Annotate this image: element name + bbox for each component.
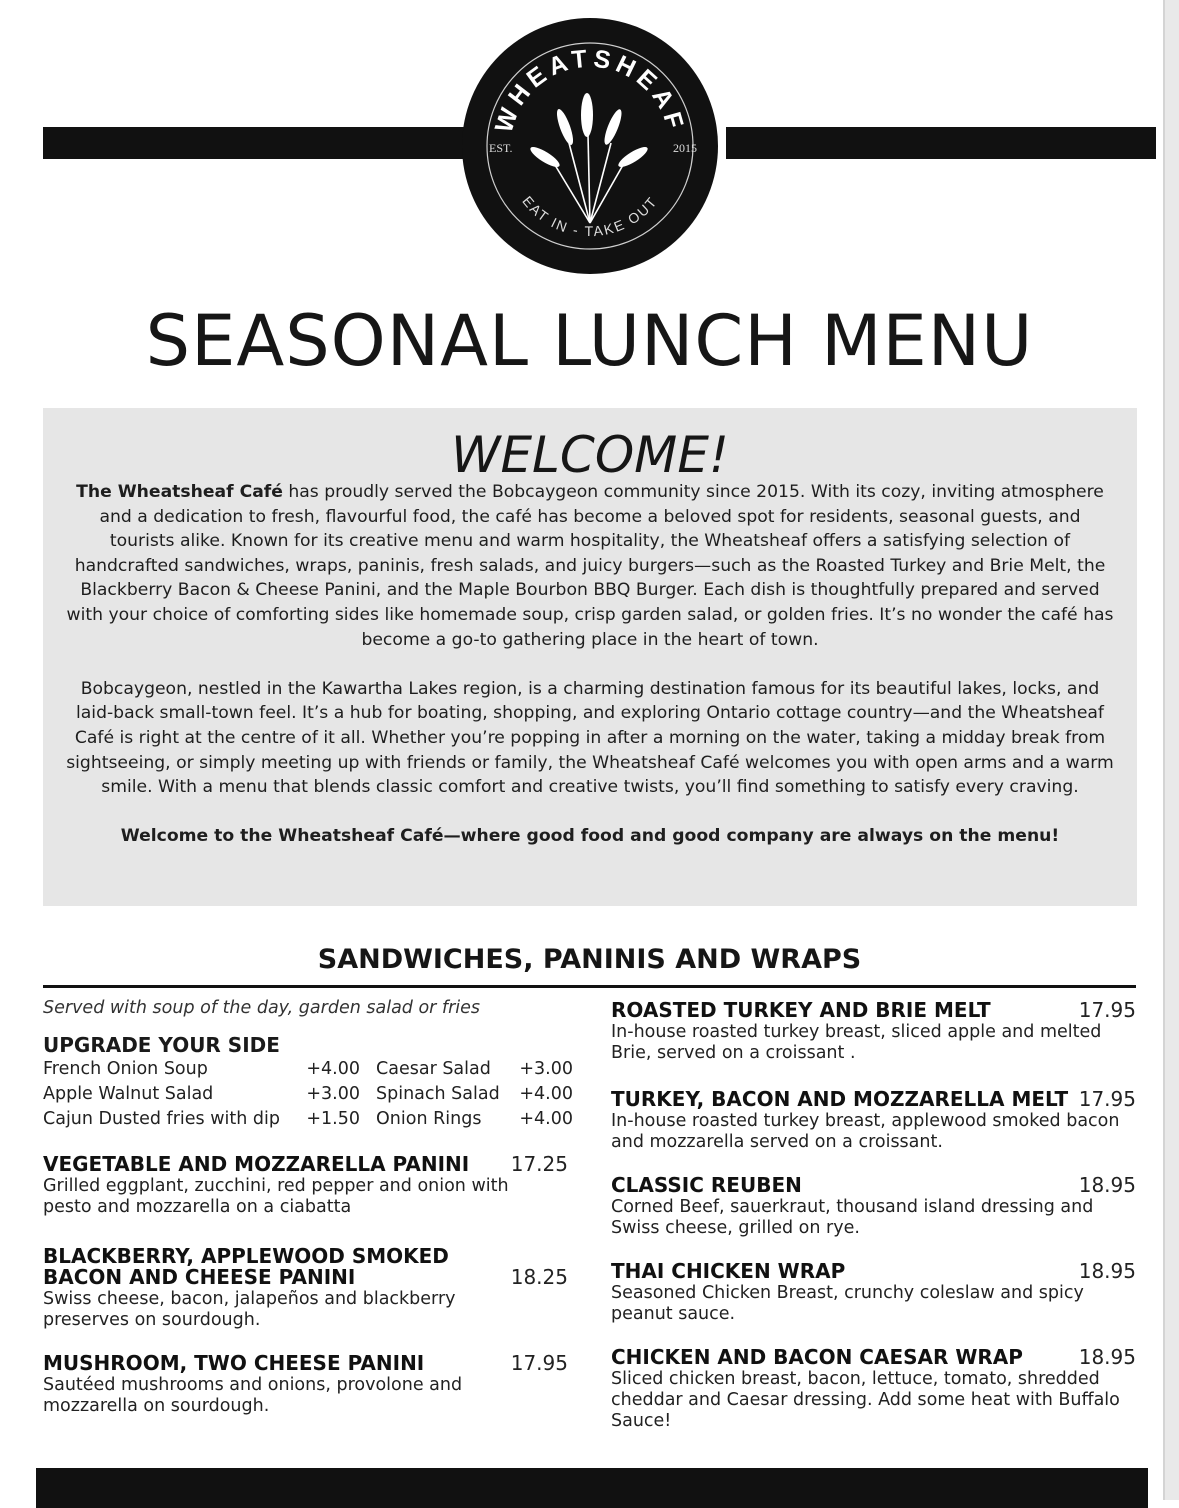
sides-row <box>43 1107 573 1132</box>
menu-item <box>611 1347 1136 1432</box>
menu-item <box>611 1175 1136 1239</box>
item-name: CLASSIC REUBEN <box>611 1173 802 1197</box>
upgrade-side-title: UPGRADE YOUR SIDE <box>43 1033 280 1057</box>
side-name: French Onion Soup <box>43 1059 208 1079</box>
section-divider <box>43 985 1136 988</box>
page-edge <box>1163 0 1179 1500</box>
item-name: MUSHROOM, TWO CHEESE PANINI <box>43 1351 425 1375</box>
sides-table <box>43 1057 573 1132</box>
item-description: Corned Beef, sauerkraut, thousand island dressing and Swiss cheese, grilled on rye. <box>611 1197 1094 1238</box>
welcome-heading: WELCOME! <box>451 426 729 484</box>
section-title: SANDWICHES, PANINIS AND WRAPS <box>317 944 862 975</box>
page-title: SEASONAL LUNCH MENU <box>145 300 1034 382</box>
menu-column-right <box>611 1000 1136 1432</box>
side-price: +4.00 <box>519 1084 573 1104</box>
side-name: Onion Rings <box>376 1109 482 1129</box>
item-description: Sautéed mushrooms and onions, provolone and mozzarella on sourdough. <box>43 1375 463 1416</box>
item-name: ROASTED TURKEY AND BRIE MELT <box>611 998 991 1022</box>
logo-name: WHEATSHEAF <box>489 44 690 137</box>
welcome-body <box>65 480 1115 874</box>
item-description: In-house roasted turkey breast, applewood smoked bacon and mozzarella served on a croissant. <box>611 1111 1120 1152</box>
item-description: Grilled eggplant, zucchini, red pepper and onion with pesto and mozzarella on a ciabatta <box>43 1176 509 1217</box>
menu-item <box>43 1154 568 1218</box>
item-price: 17.95 <box>1078 998 1136 1022</box>
welcome-paragraph-1 <box>65 480 1115 652</box>
side-price: +4.00 <box>519 1109 573 1129</box>
side-name: Cajun Dusted fries with dip <box>43 1109 280 1129</box>
menu-column-left <box>43 996 573 1417</box>
side-name: Apple Walnut Salad <box>43 1084 214 1104</box>
side-price: +1.50 <box>306 1109 361 1129</box>
welcome-paragraph-1-text: has proudly served the Bobcaygeon community since 2015. With its cozy, inviting atmosphere and a dedication to fresh, flavourful food, the café has become a beloved spot for residents, seasonal guests, and tourists alike. Known for its creative menu and warm hospitality, the Wheatsheaf offers a satisfying selection of handcrafted sandwiches, wraps, paninis, fresh salads, and juicy burgers—such as the Roasted Turkey and Brie Melt, the Blackberry Bacon & Cheese Panini, and the Maple Bourbon BBQ Burger. Each dish is thoughtfully prepared and served with your choice of comforting sides like homemade soup, crisp garden salad, or golden fries. It’s no wonder the café has become a go-to gathering place in the heart of town. <box>66 482 1114 650</box>
item-description: Sliced chicken breast, bacon, lettuce, tomato, shredded cheddar and Caesar dressing. Add some heat with Buffalo Sauce! <box>611 1369 1120 1431</box>
menu-item <box>43 1246 568 1331</box>
item-price: 18.95 <box>1078 1259 1136 1283</box>
item-name: VEGETABLE AND MOZZARELLA PANINI <box>43 1152 470 1176</box>
item-name-line-2: BACON AND CHEESE PANINI <box>43 1265 356 1289</box>
menu-item <box>43 1353 568 1417</box>
sides-row <box>43 1057 573 1082</box>
item-name: CHICKEN AND BACON CAESAR WRAP <box>611 1345 1023 1369</box>
side-price: +3.00 <box>519 1059 573 1079</box>
header-bar-right <box>726 127 1156 159</box>
footer-bar <box>36 1468 1148 1508</box>
logo-tagline: EAT IN - TAKE OUT <box>519 192 661 240</box>
side-price: +3.00 <box>306 1084 361 1104</box>
welcome-box <box>43 408 1137 906</box>
side-price: +4.00 <box>306 1059 361 1079</box>
sides-row <box>43 1082 573 1107</box>
item-description: Swiss cheese, bacon, jalapeños and blackberry preserves on sourdough. <box>43 1289 456 1330</box>
item-name-line-1: BLACKBERRY, APPLEWOOD SMOKED <box>43 1244 449 1268</box>
menu-item <box>611 1261 1136 1325</box>
menu-item <box>611 1089 1136 1153</box>
item-price: 17.95 <box>510 1351 568 1375</box>
side-name: Spinach Salad <box>376 1084 500 1104</box>
logo-est-year: 2015 <box>673 141 697 155</box>
item-price: 18.25 <box>510 1265 568 1289</box>
item-name: TURKEY, BACON AND MOZZARELLA MELT <box>611 1087 1069 1111</box>
served-with-note: Served with soup of the day, garden salad or fries <box>43 998 481 1018</box>
logo-est-label: EST. <box>489 141 513 155</box>
welcome-paragraph-3 <box>65 824 1115 849</box>
cafe-name: The Wheatsheaf Café <box>76 482 283 502</box>
welcome-closing: Welcome to the Wheatsheaf Café—where good food and good company are always on the menu! <box>120 826 1060 847</box>
item-name: THAI CHICKEN WRAP <box>611 1259 846 1283</box>
item-price: 18.95 <box>1078 1173 1136 1197</box>
item-price: 18.95 <box>1078 1345 1136 1369</box>
welcome-paragraph-2: Bobcaygeon, nestled in the Kawartha Lakes region, is a charming destination famous for its beautiful lakes, locks, and laid-back small-town feel. It’s a hub for boating, shopping, and exploring Ontario cottage country—and the Wheatsheaf Café is right at the centre of it all. Whether you’re popping in after a morning on the water, taking a midday break from sightseeing, or simply meeting up with friends or family, the Wheatsheaf Café welcomes you with open arms and a warm smile. With a menu that blends classic comfort and creative twists, you’ll find something to satisfy every craving. <box>66 678 1114 798</box>
side-name: Caesar Salad <box>376 1059 491 1079</box>
item-description: Seasoned Chicken Breast, crunchy coleslaw and spicy peanut sauce. <box>611 1283 1084 1324</box>
item-description: In-house roasted turkey breast, sliced apple and melted Brie, served on a croissant . <box>611 1022 1102 1063</box>
menu-item <box>611 1000 1136 1064</box>
item-price: 17.95 <box>1078 1087 1136 1111</box>
wheatsheaf-logo <box>459 15 721 277</box>
item-price: 17.25 <box>510 1152 568 1176</box>
header-bar-left <box>43 127 468 159</box>
